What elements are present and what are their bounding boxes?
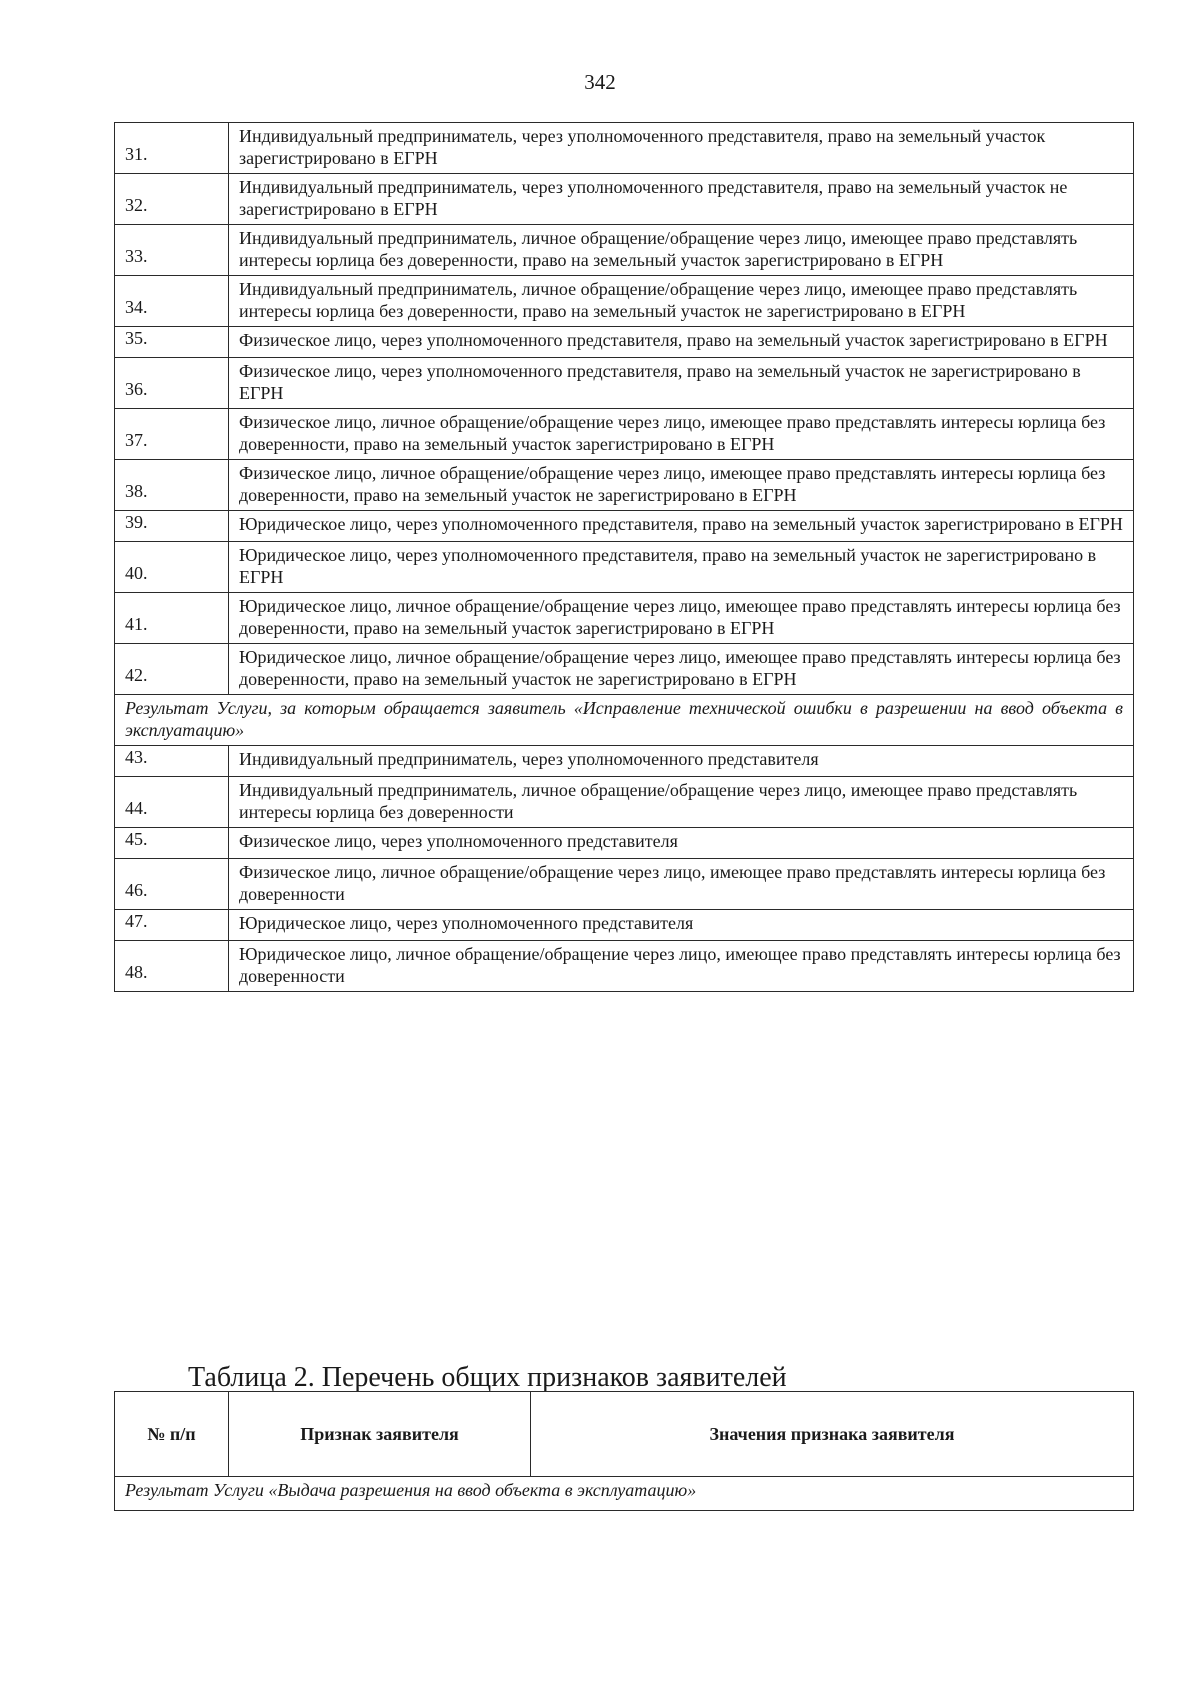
row-number: 42. — [115, 644, 229, 695]
row-number: 43. — [115, 746, 229, 777]
section-row — [115, 695, 1134, 746]
row-description: Юридическое лицо, через уполномоченного представителя, право на земельный участок не зарегистрировано в ЕГРН — [229, 542, 1134, 593]
row-description: Индивидуальный предприниматель, через уполномоченного представителя, право на земельный участок зарегистрировано в ЕГРН — [229, 123, 1134, 174]
row-description: Индивидуальный предприниматель, личное обращение/обращение через лицо, имеющее право представлять интересы юрлица без доверенности, право на земельный участок не зарегистрировано в ЕГРН — [229, 276, 1134, 327]
header-attribute-values: Значения признака заявителя — [531, 1392, 1134, 1477]
row-description: Юридическое лицо, личное обращение/обращение через лицо, имеющее право представлять интересы юрлица без доверенности, право на земельный участок не зарегистрировано в ЕГРН — [229, 644, 1134, 695]
table-row — [115, 746, 1134, 777]
row-number: 44. — [115, 777, 229, 828]
row-description: Индивидуальный предприниматель, через уполномоченного представителя — [229, 746, 1134, 777]
row-number: 32. — [115, 174, 229, 225]
table-row — [115, 460, 1134, 511]
row-description: Физическое лицо, личное обращение/обращение через лицо, имеющее право представлять интересы юрлица без доверенности — [229, 859, 1134, 910]
table-row — [115, 644, 1134, 695]
table-row — [115, 358, 1134, 409]
table-row — [115, 777, 1134, 828]
section-title: Результат Услуги, за которым обращается заявитель «Исправление технической ошибки в разрешении на ввод объекта в эксплуатацию» — [115, 695, 1134, 746]
row-description: Индивидуальный предприниматель, личное обращение/обращение через лицо, имеющее право представлять интересы юрлица без доверенности, право на земельный участок зарегистрировано в ЕГРН — [229, 225, 1134, 276]
header-attribute: Признак заявителя — [229, 1392, 531, 1477]
row-description: Юридическое лицо, личное обращение/обращение через лицо, имеющее право представлять интересы юрлица без доверенности — [229, 941, 1134, 992]
header-number: № п/п — [115, 1392, 229, 1477]
row-number: 47. — [115, 910, 229, 941]
row-number: 33. — [115, 225, 229, 276]
row-number: 39. — [115, 511, 229, 542]
table-row — [115, 941, 1134, 992]
table-row — [115, 511, 1134, 542]
row-description: Юридическое лицо, через уполномоченного представителя, право на земельный участок зарегистрировано в ЕГРН — [229, 511, 1134, 542]
table-2-caption: Таблица 2. Перечень общих признаков заявителей — [188, 1362, 787, 1393]
row-number: 37. — [115, 409, 229, 460]
table-row — [115, 225, 1134, 276]
row-number: 34. — [115, 276, 229, 327]
row-number: 31. — [115, 123, 229, 174]
row-number: 38. — [115, 460, 229, 511]
applicant-attributes-table — [114, 1391, 1134, 1511]
table-row — [115, 542, 1134, 593]
row-number: 48. — [115, 941, 229, 992]
row-description: Физическое лицо, через уполномоченного представителя, право на земельный участок не зарегистрировано в ЕГРН — [229, 358, 1134, 409]
table-row — [115, 276, 1134, 327]
section-title: Результат Услуги «Выдача разрешения на ввод объекта в эксплуатацию» — [115, 1477, 1134, 1511]
table-row — [115, 828, 1134, 859]
table-row — [115, 327, 1134, 358]
table-row — [115, 174, 1134, 225]
table-row — [115, 910, 1134, 941]
applicant-variants-table — [114, 122, 1134, 992]
table-row — [115, 859, 1134, 910]
row-description: Индивидуальный предприниматель, через уполномоченного представителя, право на земельный участок не зарегистрировано в ЕГРН — [229, 174, 1134, 225]
row-number: 45. — [115, 828, 229, 859]
page-number: 342 — [584, 70, 616, 94]
row-description: Юридическое лицо, через уполномоченного представителя — [229, 910, 1134, 941]
table-row — [115, 123, 1134, 174]
row-description: Физическое лицо, личное обращение/обращение через лицо, имеющее право представлять интересы юрлица без доверенности, право на земельный участок не зарегистрировано в ЕГРН — [229, 460, 1134, 511]
table-row — [115, 409, 1134, 460]
table-row — [115, 593, 1134, 644]
row-description: Индивидуальный предприниматель, личное обращение/обращение через лицо, имеющее право представлять интересы юрлица без доверенности — [229, 777, 1134, 828]
row-number: 40. — [115, 542, 229, 593]
row-number: 46. — [115, 859, 229, 910]
row-description: Юридическое лицо, личное обращение/обращение через лицо, имеющее право представлять интересы юрлица без доверенности, право на земельный участок зарегистрировано в ЕГРН — [229, 593, 1134, 644]
row-description: Физическое лицо, через уполномоченного представителя, право на земельный участок зарегистрировано в ЕГРН — [229, 327, 1134, 358]
row-description: Физическое лицо, через уполномоченного представителя — [229, 828, 1134, 859]
row-description: Физическое лицо, личное обращение/обращение через лицо, имеющее право представлять интересы юрлица без доверенности, право на земельный участок зарегистрировано в ЕГРН — [229, 409, 1134, 460]
row-number: 35. — [115, 327, 229, 358]
row-number: 36. — [115, 358, 229, 409]
table-header-row — [115, 1392, 1134, 1477]
row-number: 41. — [115, 593, 229, 644]
section-row — [115, 1477, 1134, 1511]
